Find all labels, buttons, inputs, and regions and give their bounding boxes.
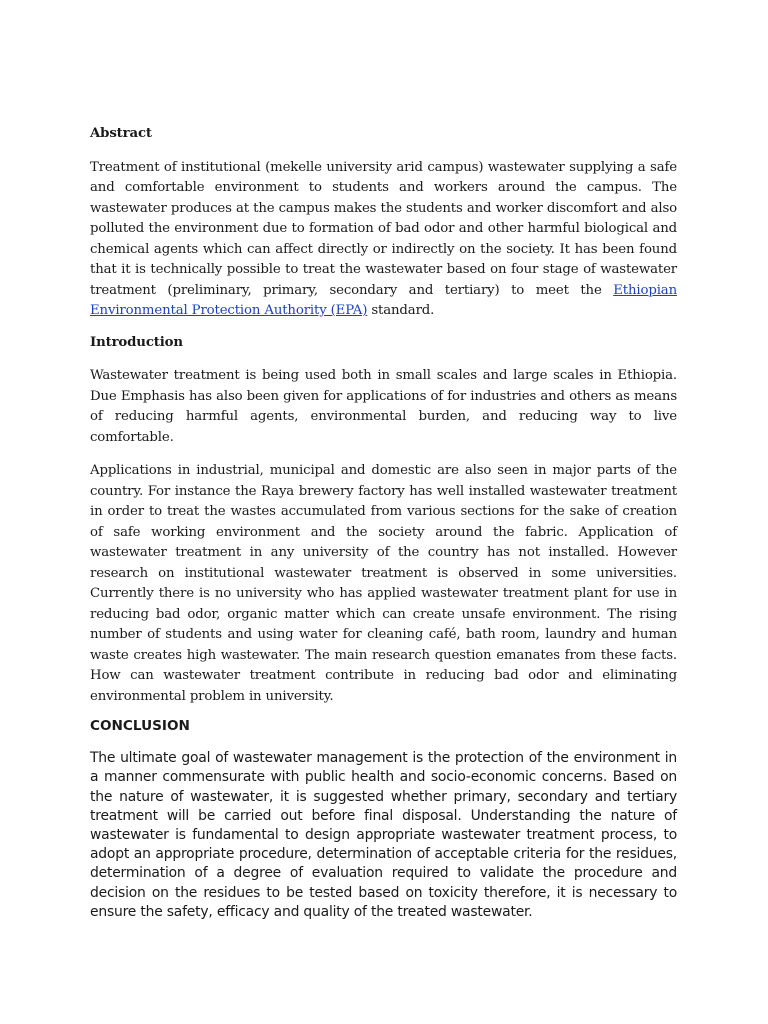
abstract-heading: Abstract (90, 126, 152, 141)
conclusion-heading: CONCLUSION (90, 718, 190, 734)
conclusion-paragraph: The ultimate goal of wastewater management is the protection of the environment in a manner commensurate with public health and socio-economic concerns. Based on the nature of wastewater, it is suggested whether primary, secondary and tertiary treatment will be carried out before final disposal. Understanding the nature of wastewater is fundamental to design appropriate wastewater treatment process, to adopt an appropriate procedure, determination of acceptable criteria for the residues, determination of a degree of evaluation required to validate the procedure and decision on the residues to be tested based on toxicity therefore, it is necessary to ensure the safety, efficacy and quality of the treated wastewater. (90, 750, 677, 920)
epa-link[interactable]: Ethiopian Environmental Protection Authority (EPA) (90, 282, 677, 318)
introduction-paragraph-1: Wastewater treatment is being used both in small scales and large scales in Ethiopia. Due Emphasis has also been given for applications of for industries and others as means of reducing harmful agents, environmental burden, and reducing way to live comfortable. (90, 368, 677, 445)
document-page (90, 124, 677, 922)
abstract-text: Treatment of institutional (mekelle university arid campus) wastewater supplying a safe and comfortable environment to students and workers around the campus. The wastewater produces at the campus makes the students and worker discomfort and also polluted the environment due to formation of bad odor and other harmful biological and chemical agents which can affect directly or indirectly on the society. It has been found that it is technically possible to treat the wastewater based on four stage of wastewater treatment (preliminary, primary, secondary and tertiary) to meet the (90, 159, 677, 298)
abstract-text-end: standard. (367, 303, 435, 318)
introduction-paragraph-2: Applications in industrial, municipal and domestic are also seen in major parts of the country. For instance the Raya brewery factory has well installed wastewater treatment in order to treat the wastes accumulated from various sections for the sake of creation of safe working environment and the society around the fabric. Application of wastewater treatment in any university of the country has not installed. However research on institutional wastewater treatment is observed in some universities. Currently there is no university who has applied wastewater treatment plant for use in reducing bad odor, organic matter which can create unsafe environment. The rising number of students and using water for cleaning café, bath room, laundry and human waste creates high wastewater. The main research question emanates from these facts. How can wastewater treatment contribute in reducing bad odor and eliminating environmental problem in university. (90, 463, 677, 704)
introduction-heading: Introduction (90, 334, 183, 350)
abstract-paragraph (90, 158, 677, 322)
